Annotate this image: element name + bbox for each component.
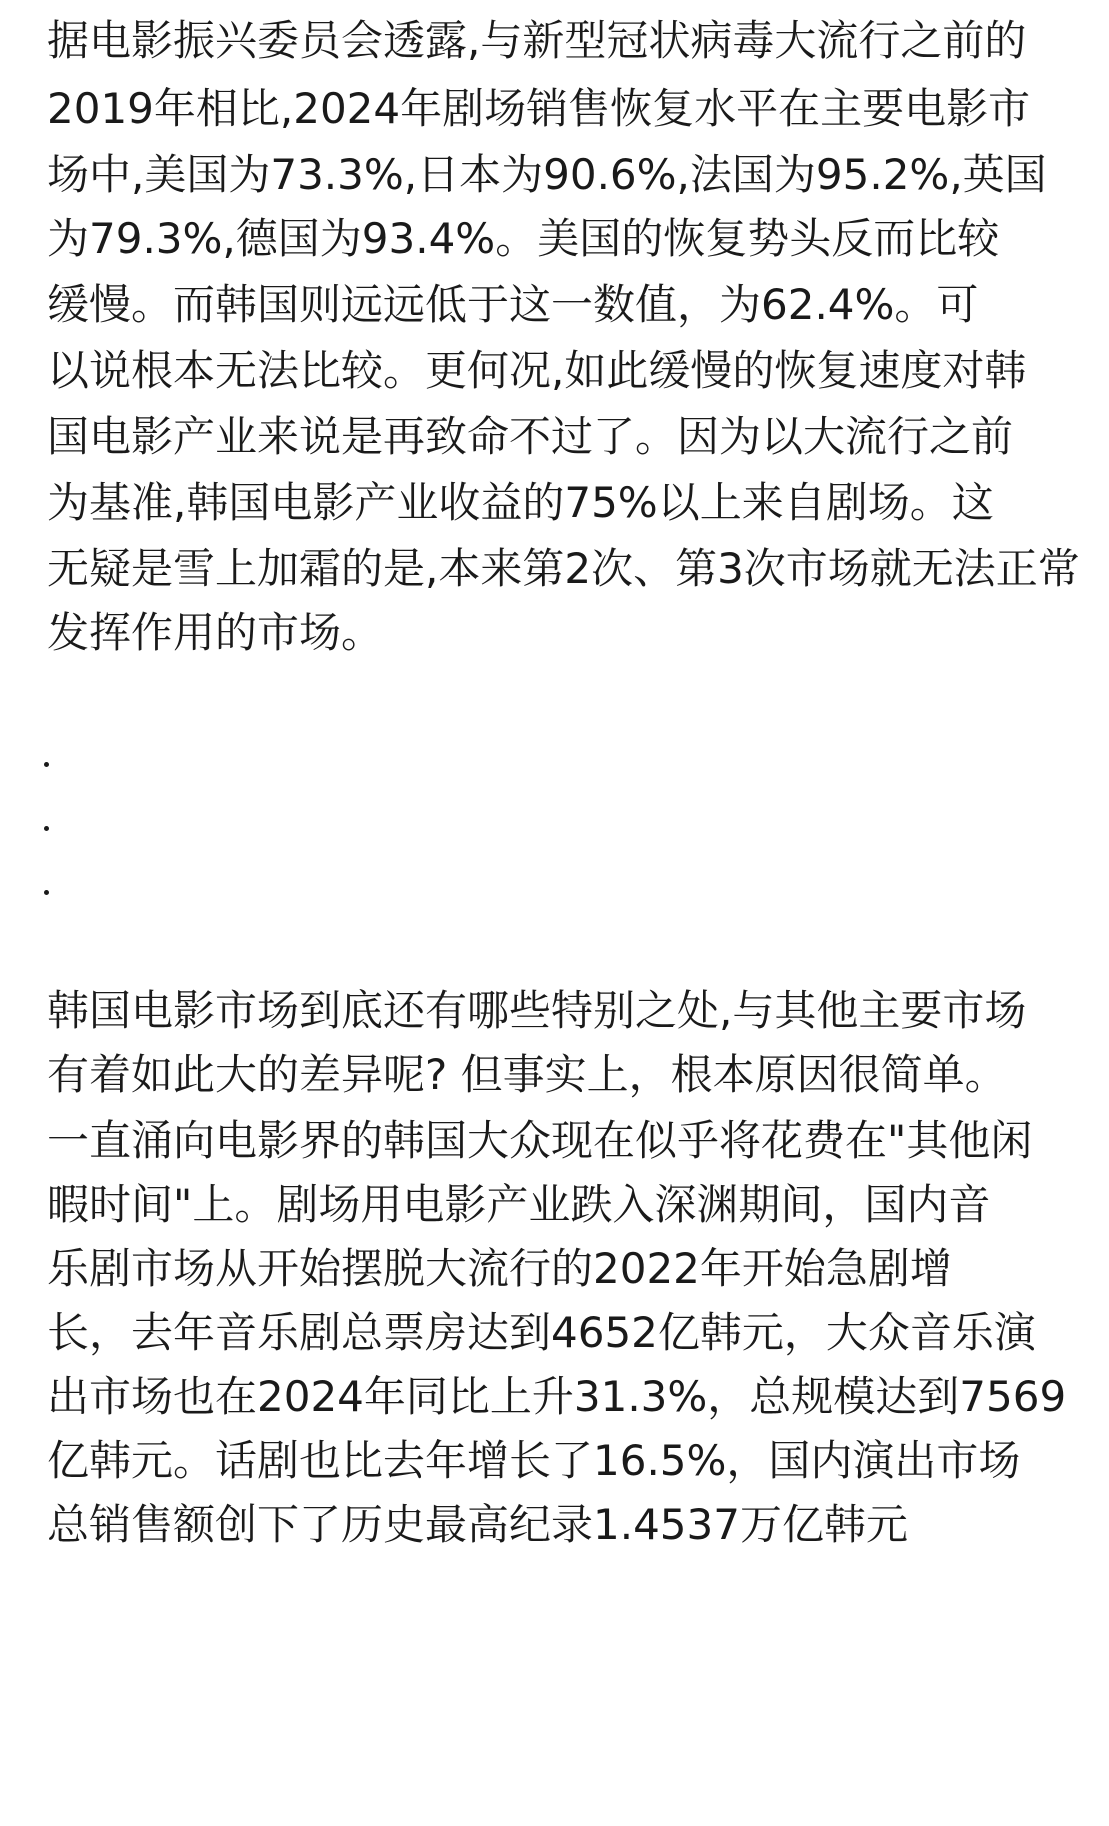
paragraph-1-line: 缓慢。而韩国则远远低于这一数值，为62.4%。可 <box>47 280 979 329</box>
separator-dot <box>44 890 49 895</box>
separator-dot <box>44 762 49 767</box>
paragraph-1-line: 发挥作用的市场。 <box>47 608 384 657</box>
paragraph-1-line: 2019年相比,2024年剧场销售恢复水平在主要电影市 <box>47 84 1031 133</box>
paragraph-2-line: 一直涌向电影界的韩国大众现在似乎将花费在"其他闲 <box>47 1116 1033 1165</box>
paragraph-2-line: 长，去年音乐剧总票房达到4652亿韩元，大众音乐演 <box>47 1308 1036 1357</box>
paragraph-2-line: 亿韩元。话剧也比去年增长了16.5%，国内演出市场 <box>47 1436 1021 1485</box>
watermark-fade <box>919 1782 1109 1826</box>
paragraph-1-line: 场中,美国为73.3%,日本为90.6%,法国为95.2%,英国 <box>47 150 1047 199</box>
paragraph-1-line: 以说根本无法比较。更何况,如此缓慢的恢复速度对韩 <box>47 346 1027 395</box>
paragraph-1-line: 为基准,韩国电影产业收益的75%以上来自剧场。这 <box>47 478 994 527</box>
paragraph-1-line: 无疑是雪上加霜的是,本来第2次、第3次市场就无法正常 <box>47 544 1080 593</box>
paragraph-2-line: 乐剧市场从开始摆脱大流行的2022年开始急剧增 <box>47 1244 952 1293</box>
paragraph-1-line: 国电影产业来说是再致命不过了。因为以大流行之前 <box>47 412 1014 461</box>
paragraph-1-line: 据电影振兴委员会透露,与新型冠状病毒大流行之前的 <box>47 16 1027 65</box>
paragraph-2-line: 有着如此大的差异呢? 但事实上，根本原因很简单。 <box>47 1050 1007 1099</box>
paragraph-2-line: 总销售额创下了历史最高纪录1.4537万亿韩元 <box>47 1500 908 1549</box>
paragraph-2-line: 出市场也在2024年同比上升31.3%，总规模达到7569 <box>47 1372 1067 1421</box>
paragraph-1-line: 为79.3%,德国为93.4%。美国的恢复势头反而比较 <box>47 214 1000 263</box>
paragraph-2-line: 暇时间"上。剧场用电影产业跌入深渊期间，国内音 <box>47 1180 991 1229</box>
paragraph-2-line: 韩国电影市场到底还有哪些特别之处,与其他主要市场 <box>47 986 1027 1035</box>
separator-dot <box>44 826 49 831</box>
